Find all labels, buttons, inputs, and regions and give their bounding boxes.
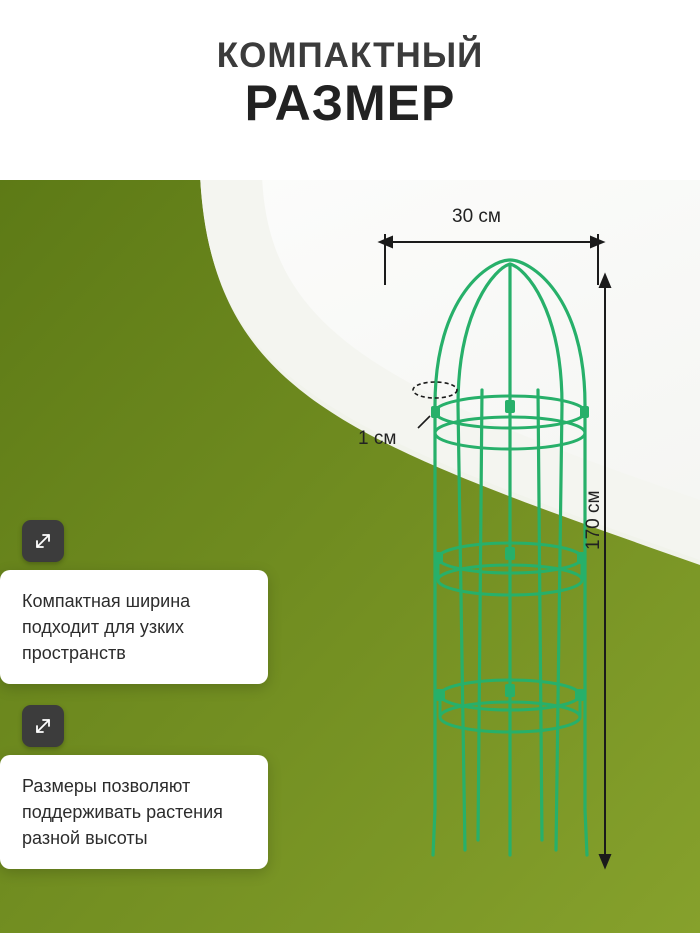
width-dimension-label: 30 см [452, 206, 501, 227]
feature-text-2: Размеры позволяют поддерживать растения разной высоты [22, 776, 223, 849]
page-title [0, 36, 700, 131]
title-line-2: РАЗМЕР [244, 75, 456, 132]
feature-text-1: Компактная ширина подходит для узких пространств [22, 591, 191, 664]
trellis-drawing [330, 190, 690, 900]
height-dimension-label: 170 см [583, 490, 604, 550]
expand-arrows-glyph [33, 716, 53, 736]
title-line-1: КОМПАКТНЫЙ [216, 36, 484, 75]
expand-arrows-icon [22, 520, 64, 562]
feature-card-2 [0, 755, 268, 869]
expand-arrows-icon [22, 705, 64, 747]
feature-block-2 [0, 705, 268, 869]
feature-block-1 [0, 520, 268, 684]
feature-card-1 [0, 570, 268, 684]
expand-arrows-glyph [33, 531, 53, 551]
rod-diameter-label: 1 см [358, 428, 397, 449]
product-diagram [330, 190, 690, 900]
